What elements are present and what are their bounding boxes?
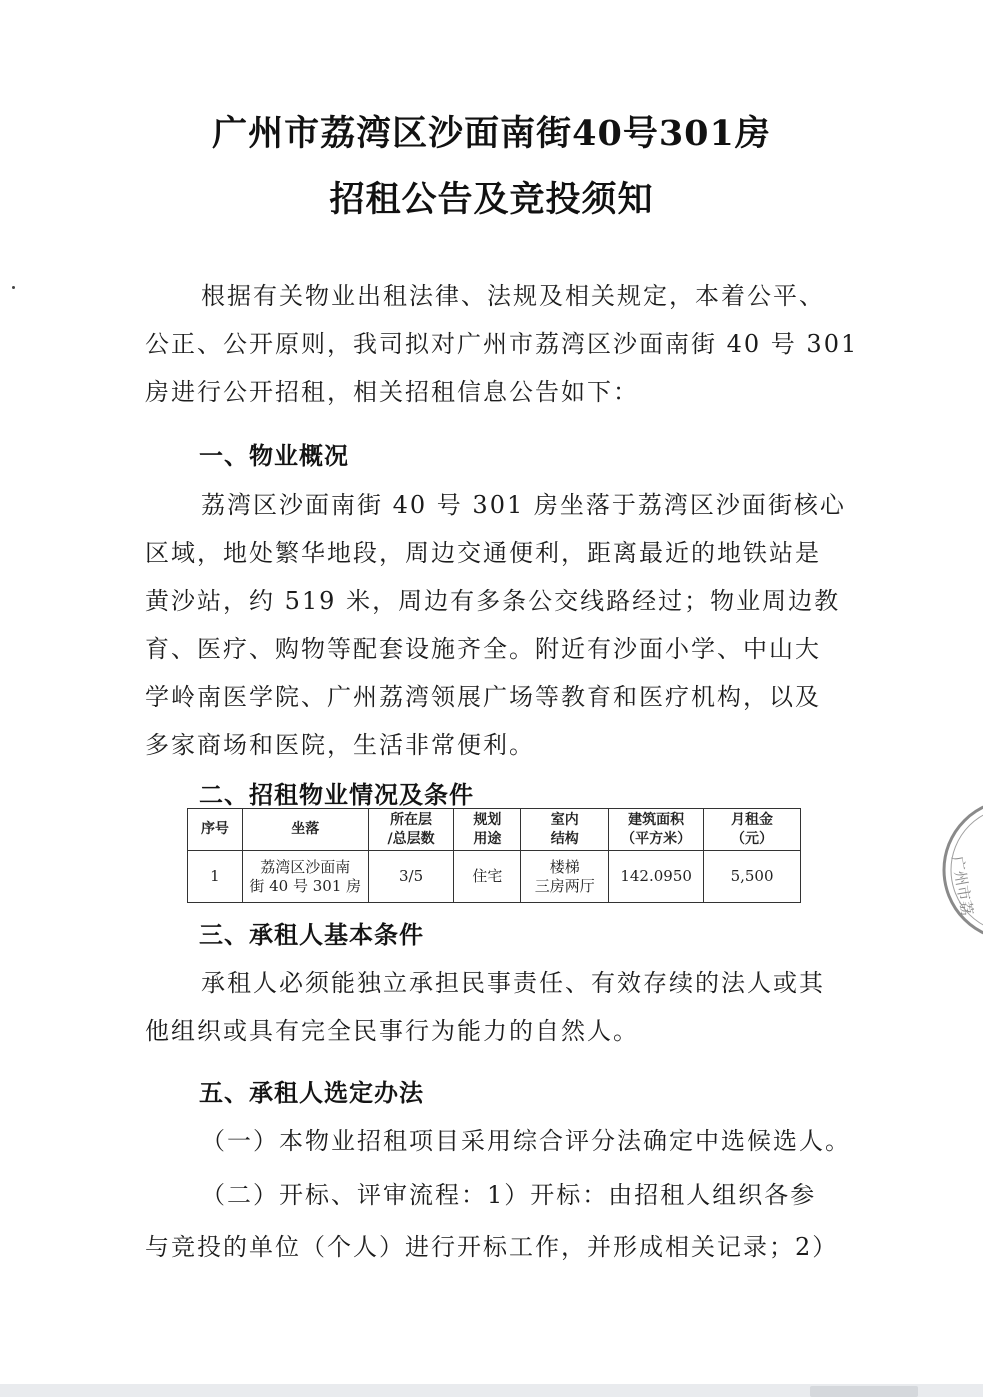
intro-paragraph	[145, 272, 859, 416]
section5-item2	[145, 1171, 850, 1271]
section1-line: 区域，地处繁华地段，周边交通便利，距离最近的地铁站是	[145, 539, 821, 567]
cell-no: 1	[188, 851, 243, 903]
seal-text: 广州市荔	[948, 854, 977, 917]
section2-heading: 二、招租物业情况及条件	[199, 781, 474, 809]
section1-line: 黄沙站，约 519 米，周边有多条公交线路经过；物业周边教	[145, 587, 841, 615]
cell-structure: 楼梯 三房两厅	[521, 851, 609, 903]
section5-item2-line: （二）开标、评审流程：1）开标：由招租人组织各参	[201, 1181, 817, 1209]
section3-line: 他组织或具有完全民事行为能力的自然人。	[145, 1017, 639, 1045]
intro-line: 根据有关物业出租法律、法规及相关规定，本着公平、	[201, 282, 825, 310]
cell-usage: 住宅	[454, 851, 521, 903]
section5-item2-line: 与竞投的单位（个人）进行开标工作，并形成相关记录；2）	[145, 1233, 839, 1261]
header-no: 序号	[188, 809, 243, 851]
section1-paragraph	[145, 481, 850, 769]
cell-location: 荔湾区沙面南 街 40 号 301 房	[242, 851, 368, 903]
property-table	[187, 808, 801, 903]
viewer-page-tab	[810, 1386, 918, 1397]
intro-line: 房进行公开招租，相关招租信息公告如下：	[145, 378, 639, 406]
title-line-2: 招租公告及竞投须知	[329, 179, 654, 220]
header-floor: 所在层 /总层数	[368, 809, 454, 851]
scan-speck	[12, 286, 15, 289]
header-rent: 月租金 （元）	[704, 809, 801, 851]
section1-heading: 一、物业概况	[199, 442, 349, 470]
header-area: 建筑面积 （平方米）	[609, 809, 704, 851]
section5-heading: 五、承租人选定办法	[199, 1079, 424, 1107]
title-line-1: 广州市荔湾区沙面南街40号301房	[212, 113, 771, 154]
section5-item1-line: （一）本物业招租项目采用综合评分法确定中选候选人。	[201, 1127, 851, 1155]
cell-rent: 5,500	[704, 851, 801, 903]
header-usage: 规划 用途	[454, 809, 521, 851]
cell-area: 142.0950	[609, 851, 704, 903]
table-header-row	[188, 809, 801, 851]
section1-line: 荔湾区沙面南街 40 号 301 房坐落于荔湾区沙面街核心	[201, 491, 846, 519]
intro-line: 公正、公开原则，我司拟对广州市荔湾区沙面南街 40 号 301	[145, 330, 859, 358]
section5-item1	[145, 1117, 865, 1165]
cell-floor: 3/5	[368, 851, 454, 903]
header-structure: 室内 结构	[521, 809, 609, 851]
company-seal-icon	[936, 795, 983, 945]
section3-paragraph	[145, 959, 850, 1055]
section1-line: 育、医疗、购物等配套设施齐全。附近有沙面小学、中山大	[145, 635, 821, 663]
header-location: 坐落	[242, 809, 368, 851]
table-row	[188, 851, 801, 903]
section3-line: 承租人必须能独立承担民事责任、有效存续的法人或其	[201, 969, 825, 997]
section1-line: 多家商场和医院，生活非常便利。	[145, 731, 535, 759]
section1-line: 学岭南医学院、广州荔湾领展广场等教育和医疗机构，以及	[145, 683, 821, 711]
section3-heading: 三、承租人基本条件	[199, 921, 424, 949]
